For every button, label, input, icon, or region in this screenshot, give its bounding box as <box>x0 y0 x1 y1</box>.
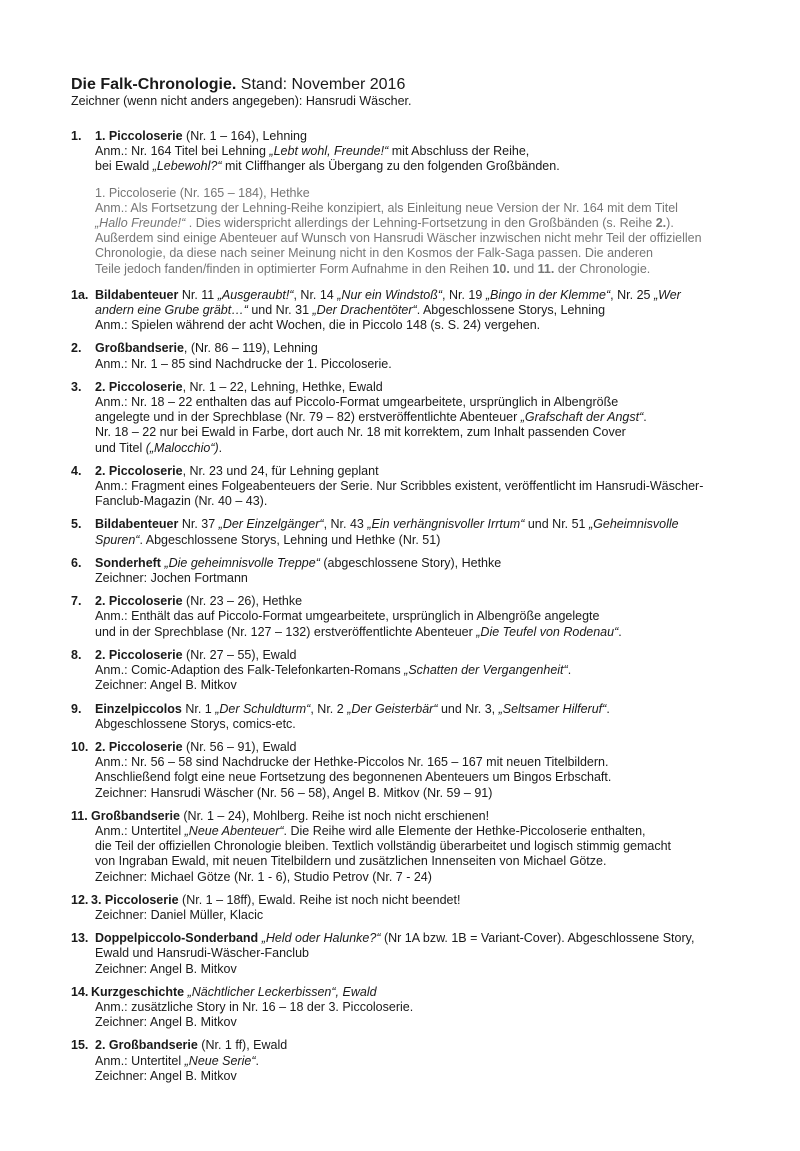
entry-number: 11. <box>71 808 88 823</box>
chronology-entry-1a <box>71 288 741 334</box>
entry-body: Kurzgeschichte „Nächtlicher Leckerbissen“, Ewald Anm.: zusätzliche Story in Nr. 16 – 18 der 3. Piccoloserie. Zeichner: Angel B. Mitkov <box>91 984 414 1030</box>
entry-body: Bildabenteuer Nr. 37 „Der Einzelgänger“, Nr. 43 „Ein verhängnisvoller Irrtum“ und Nr. 51 „Geheimnisvolle Spuren“. Abgeschlossene Storys, Lehning und Hethke (Nr. 51) <box>95 517 679 547</box>
chronology-entry-12 <box>71 893 741 923</box>
entry-number: 1. <box>71 129 82 143</box>
entry-number: 1a. <box>71 287 89 302</box>
entry-number: 6. <box>71 555 82 570</box>
chronology-entry-4 <box>71 464 741 510</box>
chronology-entry-13 <box>71 931 741 977</box>
entry-body: 2. Piccoloserie (Nr. 23 – 26), Hethke Anm.: Enthält das auf Piccolo-Format umgearbeitete, ursprünglich in Albengröße angelegte und in der Sprechblase (Nr. 127 – 132) erstveröffentlichte Abenteuer „Die Teufel von Rodenau“. <box>95 594 622 639</box>
page-title: Die Falk-Chronologie. Stand: November 2016 <box>71 76 406 93</box>
page-subtitle: Zeichner (wenn nicht anders angegeben): Hansrudi Wäscher. <box>71 94 412 108</box>
chronology-entry-8 <box>71 648 741 694</box>
chronology-entry-14 <box>71 985 741 1031</box>
entry-number: 13. <box>71 931 89 946</box>
entry-number: 15. <box>71 1038 89 1053</box>
document-page <box>71 75 741 1084</box>
entry-body: 2. Piccoloserie (Nr. 56 – 91), Ewald Anm.: Nr. 56 – 58 sind Nachdrucke der Hethke-Piccolos Nr. 165 – 167 mit neuen Titelbildern. Anschließend folgt eine neue Fortsetzung des begonnenen Abenteuers um Bingos Erbschaft. Zeichner: Hansrudi Wäscher (Nr. 56 – 58), Angel B. Mitkov (Nr. 59 – 91) <box>95 739 612 800</box>
entry-number: 14. <box>71 984 89 999</box>
entry-number: 9. <box>71 701 82 716</box>
entry-number: 10. <box>71 739 89 754</box>
chronology-entry-7 <box>71 594 741 640</box>
chronology-entry-1 <box>71 129 741 277</box>
entry-number: 12. <box>71 892 89 907</box>
entry-body: 2. Piccoloserie (Nr. 27 – 55), Ewald Anm.: Comic-Adaption des Falk-Telefonkarten-Romans „Schatten der Vergangenheit“. Zeichner: Angel B. Mitkov <box>95 647 572 693</box>
entry-body: Großbandserie, (Nr. 86 – 119), Lehning Anm.: Nr. 1 – 85 sind Nachdrucke der 1. Piccoloserie. <box>95 341 392 371</box>
entry-body: Doppelpiccolo-Sonderband „Held oder Halunke?“ (Nr 1A bzw. 1B = Variant-Cover). Abgeschlossene Story, Ewald und Hansrudi-Wäscher-Fanclub Zeichner: Angel B. Mitkov <box>95 931 695 976</box>
entry-number: 3. <box>71 379 82 394</box>
chronology-entry-15 <box>71 1038 741 1084</box>
entry-number: 2. <box>71 341 82 356</box>
note-hethke-series: 1. Piccoloserie (Nr. 165 – 184), Hethke Anm.: Als Fortsetzung der Lehning-Reihe konzipiert, als Einleitung neue Version der Nr. 164 mit dem Titel „Hallo Freunde!“ . Dies widerspricht allerdings der Lehning-Fortsetzung in den Großbänden (s. Reihe 2.). Außerdem sind einige Abenteuer auf Wunsch von Hansrudi Wäscher inzwischen nicht mehr Teil der offiziellen Chronologie, da diese nach seiner Meinung nicht in den Kosmos der Falk-Saga passen. Die anderen Teile jedoch fanden/finden in optimierter Form Aufnahme in den Reihen 10. und 11. der Chronologie. <box>95 185 702 276</box>
entry-body: 2. Großbandserie (Nr. 1 ff), Ewald Anm.: Untertitel „Neue Serie“. Zeichner: Angel B. Mitkov <box>95 1038 288 1083</box>
entry-body: 2. Piccoloserie, Nr. 23 und 24, für Lehning geplant Anm.: Fragment eines Folgeabenteuers der Serie. Nur Scribbles existent, veröffentlicht im Hansrudi-Wäscher- Fanclub-Magazin (Nr. 40 – 43). <box>95 463 704 509</box>
entry-number: 4. <box>71 463 82 478</box>
entry-body: Einzelpiccolos Nr. 1 „Der Schuldturm“, Nr. 2 „Der Geisterbär“ und Nr. 3, „Seltsamer Hilferuf“. Abgeschlossene Storys, comics-etc. <box>95 701 610 731</box>
entry-number: 7. <box>71 594 82 609</box>
chronology-entry-5 <box>71 517 741 547</box>
entry-body: Sonderheft „Die geheimnisvolle Treppe“ (abgeschlossene Story), Hethke Zeichner: Jochen Fortmann <box>95 555 502 586</box>
entry-body: 3. Piccoloserie (Nr. 1 – 18ff), Ewald. Reihe ist noch nicht beendet! Zeichner: Daniel Müller, Klacic <box>91 892 461 922</box>
chronology-entry-10 <box>71 740 741 801</box>
chronology-entry-2 <box>71 341 741 371</box>
chronology-entry-9 <box>71 702 741 732</box>
entry-body: Großbandserie (Nr. 1 – 24), Mohlberg. Reihe ist noch nicht erschienen! Anm.: Untertitel „Neue Abenteuer“. Die Reihe wird alle Elemente der Hethke-Piccoloserie enthalten, die Teil der offiziellen Chronologie bleiben. Textlich vollständig überarbeitet und logisch stimmig gemacht von Ingraban Ewald, mit neuen Titelbildern und zusätzlichen Innenseiten von Michael Götze. Zeichner: Michael Götze (Nr. 1 - 6), Studio Petrov (Nr. 7 - 24) <box>91 808 672 884</box>
entry-number: 5. <box>71 517 82 532</box>
entry-number: 8. <box>71 647 82 662</box>
entry-body: 1. Piccoloserie (Nr. 1 – 164), Lehning Anm.: Nr. 164 Titel bei Lehning „Lebt wohl, Freunde!“ mit Abschluss der Reihe, bei Ewald „Lebewohl?“ mit Cliffhanger als Übergang zu den folgenden Großbänden. 1. Piccoloserie (Nr. 165 – 184), Hethke Anm.: Als Fortsetzung der Lehning-Reihe konzipiert, als Einleitung neue Version der Nr. 164 mit dem Titel „Hallo Freunde!“ . Dies widerspricht allerdings der Lehning-Fortsetzung in den Großbänden (s. Reihe 2.). Außerdem sind einige Abenteuer auf Wunsch von Hansrudi Wäscher inzwischen nicht mehr Teil der offiziellen Chronologie, da diese nach seiner Meinung nicht in den Kosmos der Falk-Saga passen. Die anderen Teile jedoch fanden/finden in optimierter Form Aufnahme in den Reihen 10. und 11. der Chronologie. <box>95 129 741 277</box>
chronology-entry-6 <box>71 556 741 586</box>
chronology-entry-3 <box>71 380 741 456</box>
chronology-entry-11 <box>71 809 741 885</box>
entry-body: Bildabenteuer Nr. 11 „Ausgeraubt!“, Nr. 14 „Nur ein Windstoß“, Nr. 19 „Bingo in der Klemme“, Nr. 25 „Wer andern eine Grube gräbt…“ und Nr. 31 „Der Drachentöter“. Abgeschlossene Storys, Lehning Anm.: Spielen während der acht Wochen, die in Piccolo 148 (s. S. 24) vergehen. <box>95 287 681 333</box>
entry-body: 2. Piccoloserie, Nr. 1 – 22, Lehning, Hethke, Ewald Anm.: Nr. 18 – 22 enthalten das auf Piccolo-Format umgearbeitete, ursprünglich in Albengröße angelegte und in der Sprechblase (Nr. 79 – 82) erstveröffentlichte Abenteuer „Grafschaft der Angst“. Nr. 18 – 22 nur bei Ewald in Farbe, dort auch Nr. 18 mit korrektem, zum Inhalt passenden Cover und Titel („Malocchio“). <box>95 379 647 455</box>
